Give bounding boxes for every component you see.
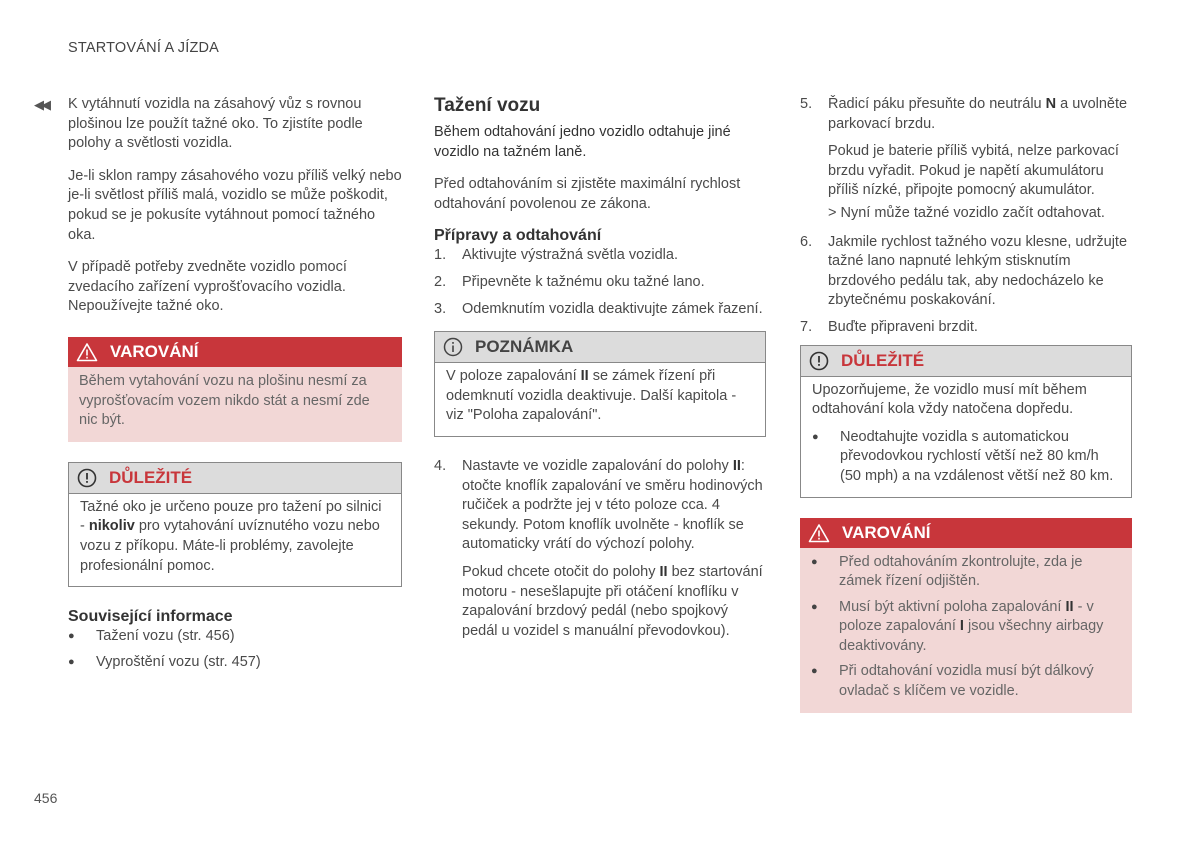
warning-title: VAROVÁNÍ [842, 522, 931, 542]
text: Tažné oko je určeno pouze pro tažení po silnici - [80, 498, 382, 535]
info-circle-icon [443, 337, 463, 357]
warning-box [800, 518, 1132, 713]
text: V poloze zapalování [446, 368, 581, 385]
step-text: Připevněte k tažnému oku tažné lano. [462, 273, 705, 290]
column-1 [34, 95, 402, 678]
text-bold: I [959, 618, 964, 635]
warning-bullet [811, 598, 1120, 657]
warning-header [800, 518, 1132, 548]
paragraph: Před odtahováním si zjistěte maximální rychlost odtahování povolenou ze zákona. [434, 176, 741, 212]
steps-list [434, 457, 766, 641]
warning-body [800, 548, 1132, 713]
step-number: 7. [800, 318, 813, 335]
text: se zámek řízení při odemknutí vozidla deaktivuje. Další kapitola - viz "Poloha zapalování". [446, 368, 737, 424]
steps-list [800, 95, 1132, 338]
text-bold: II [659, 563, 668, 580]
warning-text: Během vytahování vozu na plošinu nesmí za vyprošťovacím vozem nikdo stát a nesmí zde nic být. [68, 367, 402, 442]
note-box [434, 331, 766, 437]
step-item [434, 300, 766, 320]
important-list [812, 428, 1119, 487]
exclamation-circle-icon [77, 468, 97, 488]
step-text: Řadicí páku přesuňte do neutrálu [828, 96, 1046, 112]
paragraph: V případě potřeby zvedněte vozidlo pomocí zvedacího zařízení vyprošťovacího vozidla. Nepoužívejte tažné oko. [68, 259, 347, 315]
section-header: STARTOVÁNÍ A JÍZDA [68, 40, 220, 56]
important-box [68, 462, 402, 587]
step-item [434, 273, 766, 293]
step-result [828, 204, 1132, 224]
step-item [800, 233, 1132, 311]
step-text: Odemknutím vozidla deaktivujte zámek řazení. [462, 300, 763, 317]
text-bold: II [732, 457, 741, 474]
step-number: 1. [434, 247, 447, 264]
important-header [69, 463, 401, 494]
page-number: 456 [34, 790, 58, 806]
continued-from-previous-icon: ◀◀ [34, 97, 48, 112]
important-text: Upozorňujeme, že vozidlo musí mít během odtahování kola vždy natočena dopředu. [812, 381, 1087, 418]
step-item [800, 95, 1132, 224]
warning-triangle-icon [76, 342, 98, 362]
warning-header [68, 337, 402, 367]
step-number: 4. [434, 457, 447, 474]
important-title: DŮLEŽITÉ [109, 467, 193, 487]
step-text: a uvolněte parkovací brzdu. [828, 96, 1128, 132]
important-title: DŮLEŽITÉ [841, 350, 925, 370]
text: Pokud chcete otočit do polohy [462, 563, 660, 580]
step-text: : otočte knoflík zapalování ve směru hodinových ručiček a podržte jej v této poloze cca. 4 sekundy. Potom knoflík uvolněte - knoflík se automaticky vrátí do výchozí polohy. [462, 457, 763, 553]
related-link[interactable]: ● Vyproštění vozu (str. 457) [68, 653, 402, 673]
text-bold: N [1045, 96, 1057, 112]
step-item [434, 246, 766, 266]
warning-triangle-icon [808, 523, 830, 543]
warning-bullet: ● Při odtahování vozidla musí být dálkový ovladač s klíčem ve vozidle. [811, 662, 1120, 701]
related-list [68, 627, 402, 672]
text: jsou všechny airbagy deaktivovány. [839, 618, 1104, 654]
result-arrow-icon: > [828, 204, 837, 221]
text: bez startování motoru - nesešlapujte při otáčení knoflíku v zapalování brzdový pedál (nebo spojkový pedál u vozidel s manuální převodovkou). [462, 563, 763, 639]
text-bold: II [580, 368, 589, 385]
step-text: Jakmile rychlost tažného vozu klesne, udržujte tažné lano napnuté lehkým stisknutím brzdového pedálu tak, aby nedocházelo ke zbytečnému poskakování. [828, 233, 1128, 309]
important-text [69, 494, 401, 586]
note-title: POZNÁMKA [475, 337, 574, 357]
step-number: 6. [800, 233, 813, 250]
result-text: Nyní může tažné vozidlo začít odtahovat. [840, 204, 1105, 221]
exclamation-circle-icon [809, 351, 829, 371]
text: - v poloze zapalování [839, 598, 1094, 635]
text: pro vytahování uvíznutého vozu nebo vozu z příkopu. Máte-li problémy, zavolejte profesionální pomoc. [80, 518, 380, 574]
related-link[interactable]: ● Tažení vozu (str. 456) [68, 627, 402, 647]
step-item [434, 457, 766, 641]
steps-list [434, 246, 766, 319]
step-number: 5. [800, 96, 813, 112]
related-info-title: Související informace [68, 608, 233, 626]
important-bullet: ● Neodtahujte vozidla s automatickou převodovkou rychlostí větší než 80 km/h (50 mph) a na vzdálenost větší než 80 km. [812, 428, 1119, 487]
subsection-title: Přípravy a odtahování [434, 227, 602, 245]
important-box [800, 345, 1132, 498]
text-bold: nikoliv [88, 518, 135, 535]
important-header [801, 346, 1131, 377]
lead-paragraph: Během odtahování jedno vozidlo odtahuje jiné vozidlo na tažném laně. [434, 124, 731, 160]
warning-box [68, 337, 402, 442]
step-text: Aktivujte výstražná světla vozidla. [462, 247, 678, 264]
column-2 [434, 95, 766, 648]
step-subparagraph [462, 563, 766, 641]
paragraph: K vytáhnutí vozidla na zásahový vůz s rovnou plošinou lze použít tažné oko. To zjistíte podle polohy a světlosti vozidla. [68, 96, 363, 152]
step-number: 2. [434, 273, 447, 290]
paragraph: Je-li sklon rampy zásahového vozu příliš velký nebo je-li světlost příliš malá, vozidlo se může poškodit, pokud se je pokusíte vytáhnout pomocí tažného oka. [68, 167, 402, 243]
step-item [800, 318, 1132, 338]
column-3 [800, 95, 1132, 733]
step-number: 3. [434, 300, 447, 317]
important-body [801, 377, 1131, 497]
note-text [435, 363, 765, 436]
text-bold: II [1065, 598, 1074, 615]
warning-list [811, 553, 1120, 702]
step-text: Nastavte ve vozidle zapalování do polohy [462, 457, 733, 474]
step-text: Buďte připraveni brzdit. [828, 318, 978, 335]
note-header [435, 332, 765, 363]
text: Musí být aktivní poloha zapalování [839, 598, 1066, 615]
warning-bullet: ● Před odtahováním zkontrolujte, zda je zámek řízení odjištěn. [811, 553, 1120, 592]
step-subparagraph: Pokud je baterie příliš vybitá, nelze parkovací brzdu vyřadit. Pokud je napětí akumulátoru příliš nízké, připojte pomocný akumulátor. [828, 143, 1119, 199]
warning-title: VAROVÁNÍ [110, 342, 199, 362]
section-title: Tažení vozu [434, 95, 541, 116]
